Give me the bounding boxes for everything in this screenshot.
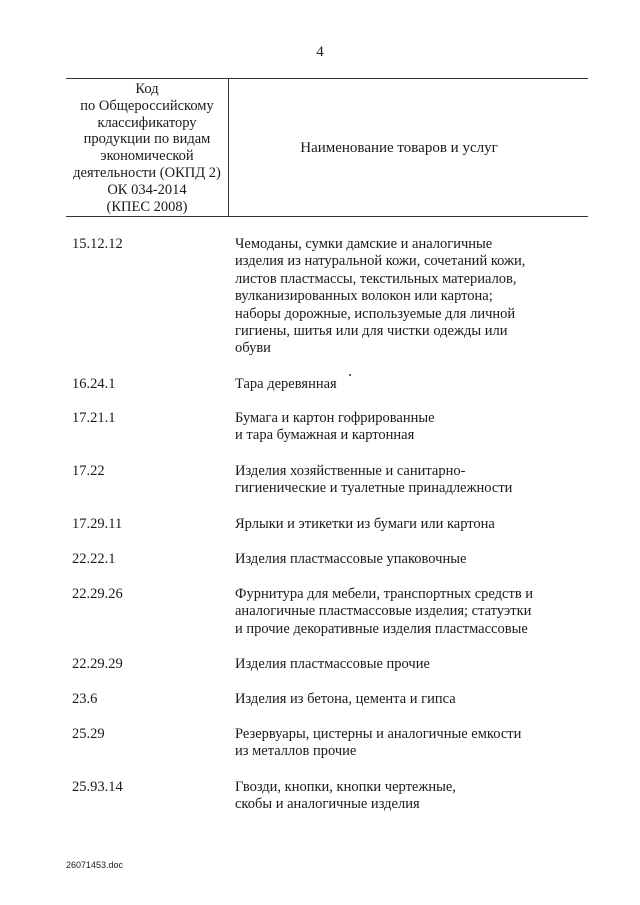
row-code: 23.6 — [72, 691, 98, 707]
header-code-column: Код по Общероссийскому классификатору продукции по видам экономической деятельности (ОКПД 2) ОК 034-2014 (КПЕС 2008) — [73, 81, 221, 215]
table-row — [0, 376, 640, 410]
row-name: Фурнитура для мебели, транспортных средств и аналогичные пластмассовые изделия; статуэтки и прочие декоративные изделия пластмассовые — [235, 586, 534, 637]
table-row — [0, 516, 640, 551]
row-code: 22.29.26 — [72, 586, 123, 602]
row-name: Изделия пластмассовые упаковочные — [235, 551, 467, 567]
row-code: 22.22.1 — [72, 551, 116, 567]
table-top-rule — [66, 78, 588, 79]
row-name: Резервуары, цистерны и аналогичные емкости из металлов прочие — [235, 726, 522, 760]
row-code: 17.21.1 — [72, 410, 116, 426]
row-code: 15.12.12 — [72, 236, 123, 252]
row-code: 22.29.29 — [72, 656, 123, 672]
page-number: 4 — [316, 44, 324, 60]
scan-speck — [349, 374, 351, 376]
row-name: Изделия пластмассовые прочие — [235, 656, 430, 672]
table-row — [0, 410, 640, 463]
table-body — [0, 236, 640, 819]
footer-filename: 26071453.doc — [66, 860, 124, 870]
row-name: Гвозди, кнопки, кнопки чертежные, скобы и аналогичные изделия — [235, 779, 456, 813]
row-code: 16.24.1 — [72, 376, 116, 392]
row-name: Изделия из бетона, цемента и гипса — [235, 691, 456, 707]
row-code: 17.29.11 — [72, 516, 123, 532]
row-name: Бумага и картон гофрированные и тара бумажная и картонная — [235, 410, 435, 444]
table-row — [0, 586, 640, 656]
row-code: 25.93.14 — [72, 779, 123, 795]
table-row — [0, 551, 640, 586]
table-header-rule — [66, 216, 588, 217]
table-row — [0, 726, 640, 779]
table-row — [0, 779, 640, 819]
row-name: Ярлыки и этикетки из бумаги или картона — [235, 516, 495, 532]
row-name: Чемоданы, сумки дамские и аналогичные изделия из натуральной кожи, сочетаний кожи, листов пластмассы, текстильных материалов, вулканизированных волокон или картона; наборы дорожные, используемые для личной гигиены, шитья или для чистки одежды или обуви — [235, 236, 526, 357]
table-row — [0, 656, 640, 691]
row-name: Изделия хозяйственные и санитарно- гигиенические и туалетные принадлежности — [235, 463, 513, 497]
row-code: 25.29 — [72, 726, 105, 742]
header-name-column: Наименование товаров и услуг — [300, 140, 498, 156]
table-row — [0, 236, 640, 376]
table-row — [0, 463, 640, 516]
table-row — [0, 691, 640, 726]
row-code: 17.22 — [72, 463, 105, 479]
row-name: Тара деревянная — [235, 376, 337, 392]
